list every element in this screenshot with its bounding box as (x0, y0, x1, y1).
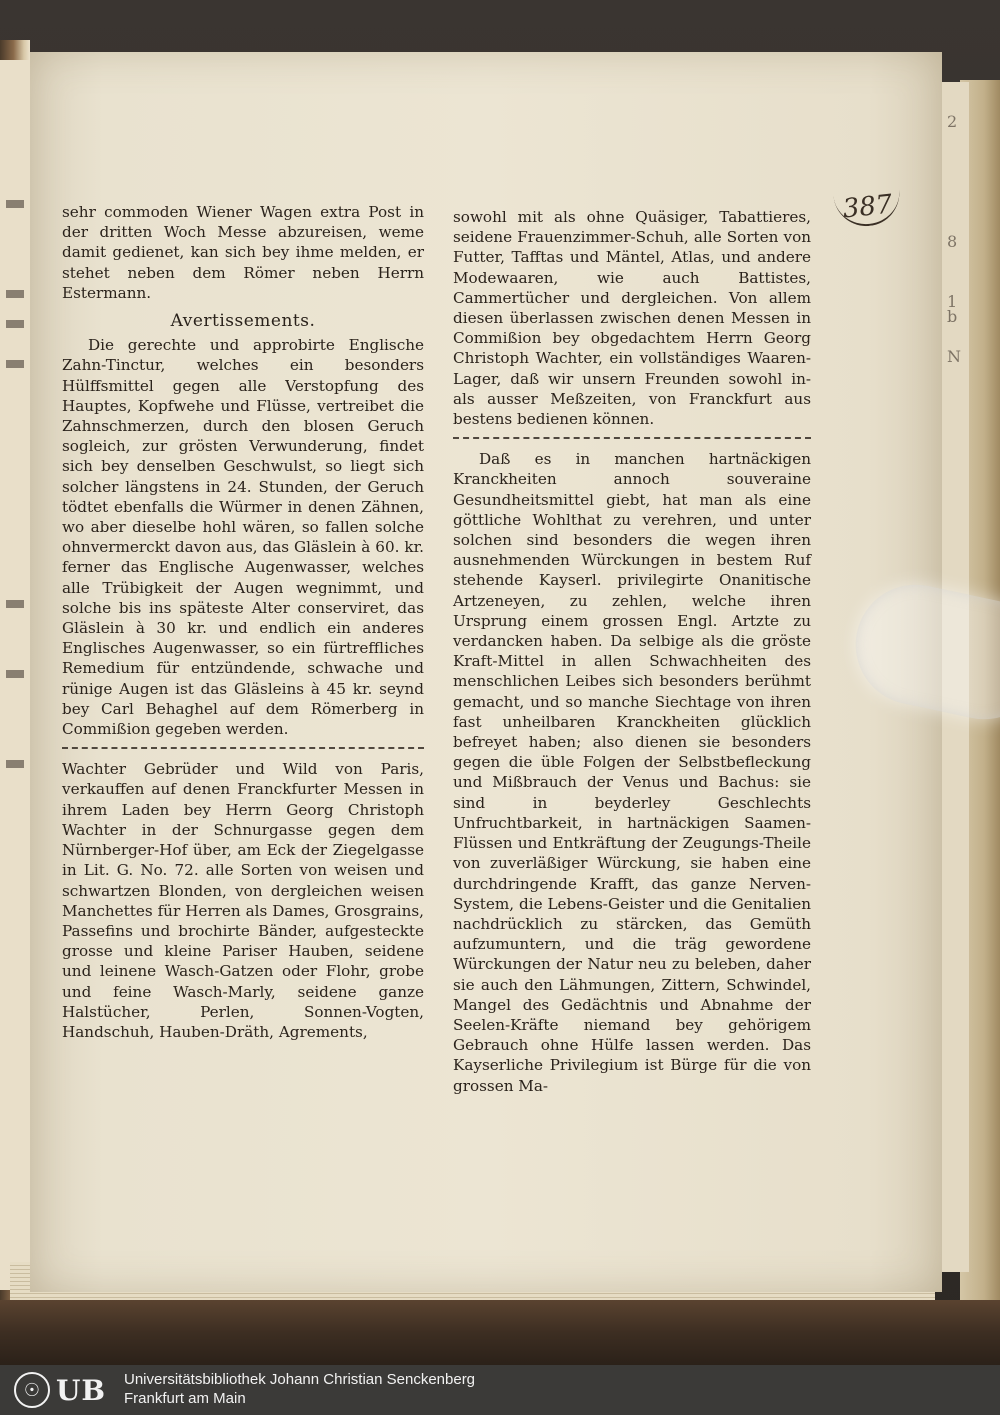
margin-mark: b (947, 307, 958, 326)
column-divider (62, 747, 424, 749)
seal-icon: ☉ (14, 1372, 50, 1408)
library-name: Universitätsbibliothek Johann Christian Senckenberg (124, 1371, 476, 1388)
column-divider (453, 437, 811, 439)
ub-logo (14, 1371, 114, 1409)
section-heading: Avertissements. (170, 311, 316, 332)
library-footer (0, 1365, 1000, 1415)
book-cover-bottom (0, 1300, 1000, 1365)
left-column (62, 202, 424, 1042)
advert-wachter: Wachter Gebrüder und Wild von Paris, verkauffen auf denen Franckfurter Messen in ihrem Laden bey Herrn Georg Christoph Wachter in der Schnurgasse gegen dem Nürnberger-Hof über, am Eck der Ziegelgasse in Lit. G. No. 72. alle Sorten von weisen und schwartzen Blonden, von dergleichen weisen Manchettes für Herren als Dames, Grosgrains, Passefins und brochirte Bänder, aufgesteckte grosse und kleine Pariser Hauben, seidene und leinene Wasch-Gatzen oder Flohr, grobe und feine Wasch-Marly, seidene ganze Halstücher, Perlen, Sonnen-Vogten, Handschuh, Hauben-Dräth, Agrements, (62, 760, 424, 1041)
logo-text: UB (56, 1373, 107, 1407)
margin-mark: 1 (947, 292, 958, 311)
margin-mark: N (947, 347, 961, 366)
advert-wachter-continued: sowohl mit als ohne Quäsiger, Tabattieres, seidene Frauenzimmer-Schuh, alle Sorten von Futter, Tafftas und Mäntel, Atlas, und andere Modewaaren, wie auch Battistes, Cammertücher und dergleichen. Von allem diesen überlassen zwischen denen Messen in Commißion bey obgedachtem Herrn Georg Christoph Wachter, ein vollständiges Waaren-Lager, daß wir unsern Freunden sowohl in- als ausser Meßzeiten, von Franckfurt aus bestens bedienen können. (453, 208, 811, 429)
page-number: 387 (833, 189, 902, 230)
previous-page-edge (0, 60, 31, 1290)
margin-mark: 8 (947, 232, 958, 251)
intro-text: sehr commoden Wiener Wagen extra Post in der dritten Woch Messe abzureisen, weme damit gedienet, kan sich bey ihme melden, er stehet neben dem Römer neben Herrn Estermann. (62, 203, 424, 302)
advert-onanitische-artzeneyen: Daß es in manchen hartnäckigen Kranckheiten annoch souveraine Gesundheitsmittel giebt, hat man als eine göttliche Wohlthat zu verehren, und unter solchen sind besonders die wegen ihren ausnehmenden Würckungen in bestem Ruf stehende Kayserl. privilegirte Onanitische Artzeneyen, zu zehlen, welche ihren Ursprung einem grossen Engl. Artzte zu verdancken haben. Da selbige als die gröste Kraft-Mittel in allen Schwachheiten des menschlichen Leibes sich besonders berühmt gemacht, und so manche Siechtage von ihren fast unheilbaren Kranckheiten glücklich befreyet haben; also dienen sie besonders gegen die üble Folgen der Selbstbefleckung und Mißbrauch der Venus und Bachus: sie sind in beyderley Geschlechts Unfruchtbarkeit, in hartnäckigen Saamen-Flüssen und Entkräftung der Zeugungs-Theile von zuverläßiger Würckung, sie haben eine durchdringende Krafft, das ganze Nerven-System, die Lebens-Geister und die Genitalien nachdrücklich zu stärcken, das Gemüth aufzumuntern, und die träg gewordene Würckungen der Natur neu zu beleben, daher sie auch den Lähmungen, Zittern, Schwindel, Mangel des Gedächtnis und Abnahme der Seelen-Kräfte niemand bey gehörigem Gebrauch ohne Hülfe lassen werden. Das Kayserliche Privilegium ist Bürge für die von grossen Ma- (453, 450, 811, 1095)
library-location: Frankfurt am Main (124, 1390, 246, 1407)
right-column (453, 207, 811, 1096)
margin-mark: 2 (947, 112, 958, 131)
advert-zahn-tinctur: Die gerechte und approbirte Englische Zahn-Tinctur, welches ein besonders Hülffsmittel gegen alle Verstopfung des Hauptes, Kopfwehe und Flüsse, vertreibet die Zahnschmerzen, durch den blosen Geruch sogleich, zur grösten Verwunderung, findet sich bey denselben Geschwulst, so liegt sich solcher längstens in 24. Stunden, der Geruch tödtet ebenfalls die Würmer in denen Zähnen, wo aber dieselbe hohl wären, so fallen solche ohnvermerckt davon aus, das Gläslein à 60. kr. ferner das Englische Augenwasser, welches alle Trübigkeit der Augen wegnimmt, und solche bis ins späteste Alter conserviret, das Gläslein à 30 kr. und endlich ein anderes Englisches Augenwasser, so ein fürtreffliches Remedium für entzündende, schwache und rünige Augen ist das Gläsleins à 45 kr. seynd bey Carl Behaghel auf dem Römerberg in Commißion gegeben werden. (62, 336, 424, 739)
